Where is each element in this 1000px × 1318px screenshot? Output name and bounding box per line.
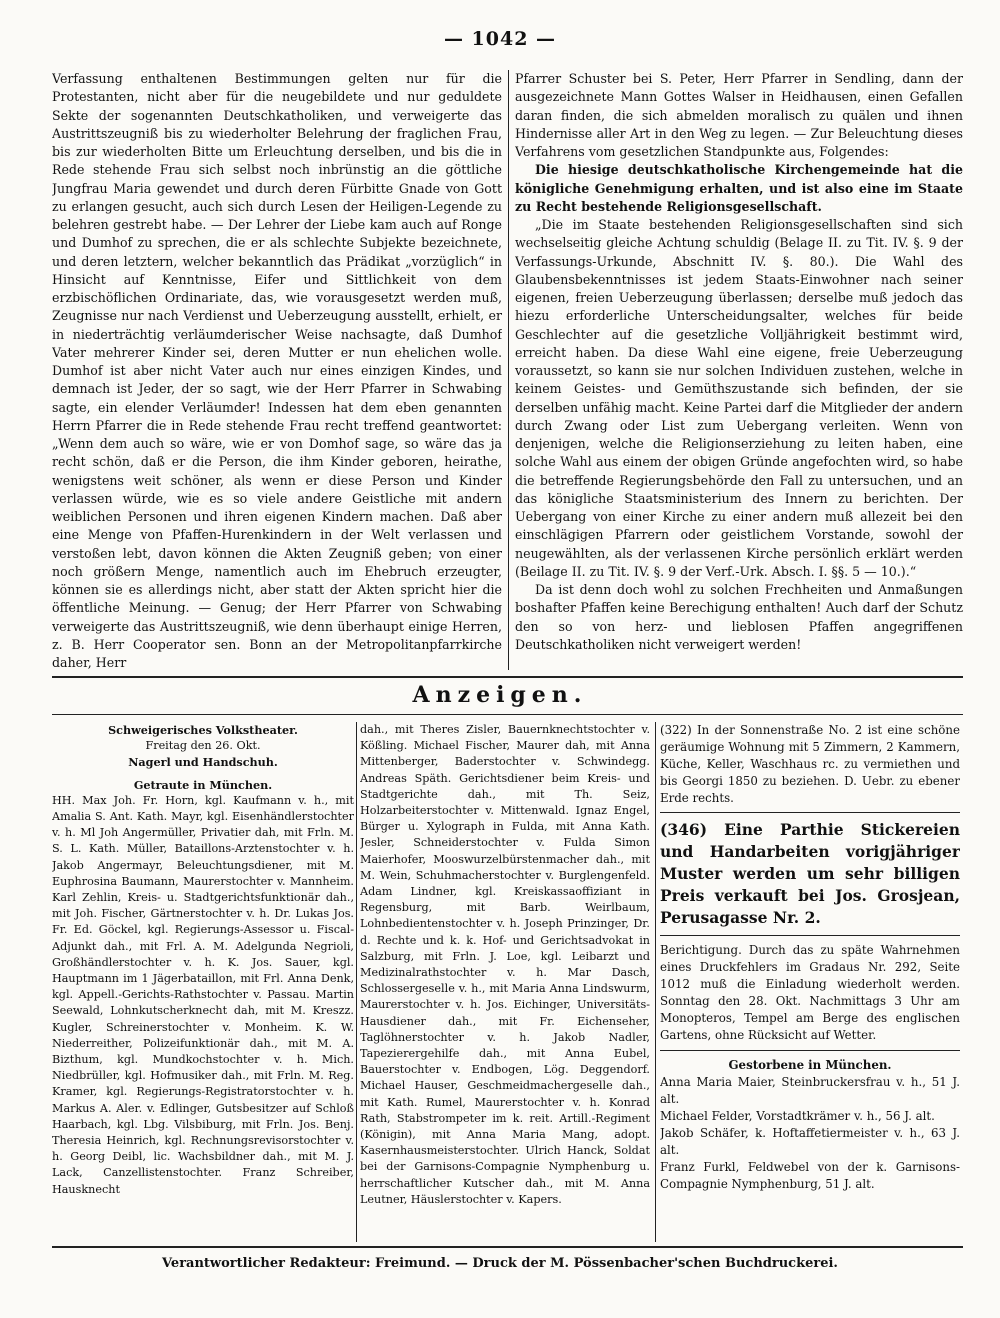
announcements-column-1 [52, 722, 354, 1242]
getraute-text-continued: dah., mit Theres Zisler, Bauernknechtstochter v. Kößling. Michael Fischer, Maurer dah, mit Anna Mittenberger, Baderstochter v. Schwindegg. Andreas Späth. Gerichtsdiener beim Kreis- und Stadtgerichte dah., mit Th. Seiz, Holzarbeiterstochter v. Mittenwald. Ignaz Engel, Bürger u. Xylograph in Fulda, mit Anna Kath. Jesler, Schneiderstochter v. Fulda Simon Maierhofer, Mooswurzelbürstenmacher dah., mit M. Wein, Schuhmacherstochter v. Burglengenfeld. Adam Lindner, kgl. Kreiskassaoffiziant in Regensburg, mit Barb. Weirlbaum, Lohnbedientenstochter v. h. Joseph Prinzinger, Dr. d. Rechte und k. k. Hof- und Gerichtsadvokat in Salzburg, mit Frln. J. Loe, kgl. Leibarzt und Medizinalrathstochter v. h. Mar Dasch, Schlossergeselle v. h., mit Maria Anna Lindswurm, Maurerstochter v. h. Jos. Eichinger, Universitäts-Hausdiener dah., mit Fr. Eichenseher, Taglöhnerstochter v. h. Jakob Nadler, Tapezierergehilfe dah., mit Anna Eubel, Bauerstochter v. Endbogen, Lög. Deggendorf. Michael Hauser, Geschmeidmachergeselle dah., mit Kath. Rumel, Maurerstochter v. h. Konrad Rath, Stabstrompeter im k. reit. Artill.-Regiment (Königin), mit Anna Maria Mang, adopt. Kasernhausmeisterstochter. Ulrich Hanck, Soldat bei der Garnisons-Compagnie Nymphenburg u. herrschaftlicher Kutscher dah., mit M. Anna Leutner, Häuslerstochter v. Kapers. [360, 723, 650, 1206]
theater-date: Freitag den 26. Okt. [145, 739, 261, 753]
right-paragraph: Die hiesige deutschkatholische Kirchengemeinde hat die königliche Genehmigung erhalten, und ist also eine im Staate zu Recht bestehende Religionsgesellschaft. [515, 162, 963, 214]
ad-322: (322) In der Sonnenstraße No. 2 ist eine schöne geräumige Wohnung mit 5 Zimmern, 2 Kammern, Küche, Keller, Waschhaus rc. zu vermiethen und bis Georgi 1850 zu beziehen. D. Uebr. zu ebener Erde rechts. [660, 723, 960, 805]
announcements-column-2 [360, 722, 650, 1242]
play-title: Nagerl und Handschuh. [128, 755, 278, 770]
right-paragraph: Pfarrer Schuster bei S. Peter, Herr Pfarrer in Sendling, dann der ausgezeichnete Mann Gottes Walser in Heidhausen, einen Gefallen daran finden, die sich abmelden moralisch zu quälen und ihnen Hindernisse aller Art in den Weg zu legen. — Zur Beleuchtung dieses Verfahrens vom gesetzlichen Standpunkte aus, Folgendes: [515, 71, 963, 159]
ad-separator [660, 812, 960, 813]
right-paragraph: „Die im Staate bestehenden Religionsgesellschaften sind sich wechselseitig gleiche Achtung schuldig (Belage II. zu Tit. IV. §. 9 der Verfassungs-Urkunde, Abschnitt IV. §. 80.). Die Wahl des Glaubensbekenntnisses ist jedem Staats-Einwohner nach seiner eigenen, freien Ueberzeugung überlassen; derselbe muß jedoch das hiezu erforderliche Unterscheidungsalter, welches für beide Geschlechter auf die gesetzliche Volljährigkeit bestimmt wird, erreicht haben. Da diese Wahl eine eigene, freie Ueberzeugung voraussetzt, so kann sie nur solchen Individuen zustehen, welche in keinem Geistes- und Gemüthszustande sich befinden, der sie derselben unfähig macht. Keine Partei darf die Mitglieder der andern durch Zwang oder List zum Uebergang verleiten. Wenn von denjenigen, welche die Religionserziehung zu leiten haben, eine solche Wahl aus einem der obigen Gründe angefochten wird, so habe die betreffende Regierungsbehörde den Fall zu untersuchen, und an das königliche Staatsministerium des Innern zu berichten. Der Uebergang von einer Kirche zu einer andern muß allezeit bei den einschlägigen Pfarrern oder geistlichem Vorstande, sowohl der neugewählten, als der verlassenen Kirche persönlich erklärt werden (Beilage II. zu Tit. IV. §. 9 der Verf.-Urk. Absch. I. §§. 5 — 10.).“ [515, 217, 963, 579]
ad-separator [660, 1050, 960, 1051]
right-paragraph: Da ist denn doch wohl zu solchen Frechheiten und Anmaßungen boshafter Pfaffen keine Berechigung enthalten! Auch darf der Schutz den so von herz- und lieblosen Pfaffen angegriffenen Deutschkatholiken nicht verweigert werden! [515, 582, 963, 652]
anzeigen-heading: Anzeigen. [412, 682, 588, 708]
section-rule [52, 714, 963, 715]
column-divider [655, 722, 656, 1242]
getraute-text: HH. Max Joh. Fr. Horn, kgl. Kaufmann v. h., mit Amalia S. Ant. Kath. Mayr, kgl. Eisenhändlerstochter v. h. Ml Joh Angermüller, Privatier dah, mit Frln. M. S. L. Kath. Müller, Bataillons-Arztenstochter v. h. Jakob Angermayr, Beleuchtungsdiener, mit M. Euphrosina Baumann, Maurerstochter v. Mannheim. Karl Zehlin, Kreis- u. Stadtgerichtsfunktionär dah., mit Joh. Fischer, Gärtnerstochter v. h. Dr. Lukas Jos. Fr. Ed. Göckel, kgl. Regierungs-Assessor u. Fiscal-Adjunkt dah., mit Frl. A. M. Adelgunda Negrioli, Großhändlerstochter v. h. K. Jos. Sauer, kgl. Hauptmann im 1 Jägerbataillon, mit Frl. Anna Denk, kgl. Appell.-Gerichts-Rathstochter v. Passau. Martin Seewald, Lohnkutscherknecht dah, mit M. Kreszz. Kugler, Schreinerstochter v. Monheim. K. W. Niederreither, Polizeifunktionär dah., mit M. A. Bizthum, kgl. Mundkochstochter v. h. Mich. Niedbrüller, kgl. Hofmusiker dah., mit Frln. M. Reg. Kramer, kgl. Regierungs-Registratorstochter v. h. Markus A. Aler. v. Edlinger, Gutsbesitzer auf Schloß Haarbach, kgl. Lbg. Vilsbiburg, mit Frln. Jos. Benj. Theresia Heinrich, kgl. Rechnungsrevisorstochter v. h. Georg Deibl, lic. Wachsbildner dah., mit M. J. Lack, Canzellistenstochter. Franz Schreiber, Hausknecht [52, 793, 354, 1196]
gestorbene-entry: Michael Felder, Vorstadtkrämer v. h., 56 J. alt. [660, 1109, 935, 1123]
ad-separator [660, 935, 960, 936]
gestorbene-entry: Anna Maria Maier, Steinbruckersfrau v. h., 51 J. alt. [660, 1075, 960, 1106]
getraute-heading: Getraute in München. [133, 777, 273, 792]
column-divider [356, 722, 357, 1242]
announcements-column-3 [660, 722, 960, 1242]
theater-name: Schweigerisches Volkstheater. [108, 723, 298, 737]
page-number: — 1042 — [443, 28, 557, 50]
footer-rule [52, 1246, 963, 1248]
left-article-column [52, 70, 502, 670]
gestorbene-heading: Gestorbene in München. [728, 1058, 892, 1072]
left-article-text: Verfassung enthaltenen Bestimmungen gelten nur für die Protestanten, nicht aber für die neugebildete und nur geduldete Sekte der sogenannten Deutschkatholiken, und verweigerte das Austrittszeugniß bis zu wiederholter Belehrung der fraglichen Frau, bis zur wiederholten Bitte um Erleuchtung derselben, und bis die in Rede stehende Frau sich selbst noch inbrünstig an die göttliche Jungfrau Maria gewendet und durch deren Fürbitte Gnade von Gott zu erlangen gesucht, auch sich durch Lesen der Heiligen-Legende zu belehren gestrebt habe. — Der Lehrer der Liebe kam auch auf Ronge und Dumhof zu sprechen, die er als schlechte Subjekte bezeichnete, und deren letztern, welcher bekanntlich das Prädikat „vorzüglich“ in Hinsicht auf Kenntnisse, Eifer und Sittlichkeit von dem erzbischöflichen Ordinariate, das, wie vorausgesetzt werden muß, Zeugnisse nur nach Verdienst und Ueberzeugung ausstellt, erhielt, er in niederträchtig verläumderischer Weise nachsagte, daß Dumhof Vater mehrerer Kinder sei, deren Mutter er nun ehelichen wolle. Dumhof ist aber nicht Vater auch nur eines einzigen Kindes, und demnach ist Jeder, der so sagt, wie der Herr Pfarrer in Schwabing sagte, ein elender Verläumder! Indessen hat dem eben genannten Herrn Pfarrer die in Rede stehende Frau recht treffend geantwortet: „Wenn dem auch so wäre, wie er von Domhof sage, so wäre das ja recht schön, daß er die Person, die ihm Kinder geboren, heirathe, wenigstens weit schöner, als wenn er diese Person und Kinder verlassen würde, wie es so viele andere Geistliche mit andern weiblichen Personen und ihren eigenen Kindern machen. Daß aber eine Menge von Pfaffen-Hurenkindern in der Welt verlassen und verstoßen lebt, davon können die Akten Zeugniß geben; von einer noch größern Menge, namentlich auch im Ehebruch erzeugter, können sie es allerdings nicht, aber statt der Akten spricht hier die öffentliche Meinung. — Genug; der Herr Pfarrer von Schwabing verweigerte das Austrittszeugniß, wie denn überhaupt einige Herren, z. B. Herr Cooperator sen. Bonn an der Metropolitanpfarrkirche daher, Herr [52, 71, 502, 670]
berichtigung: Berichtigung. Durch das zu späte Wahrnehmen eines Druckfehlers im Gradaus Nr. 292, Seite 1012 muß die Einladung wiederholt werden. Sonntag den 28. Okt. Nachmittags 3 Uhr am Monopteros, Tempel am Berge des englischen Gartens, ohne Rücksicht auf Wetter. [660, 943, 960, 1042]
imprint-footer: Verantwortlicher Redakteur: Freimund. — Druck der M. Pössenbacher'schen Buchdruckerei. [162, 1256, 838, 1271]
column-divider [508, 70, 509, 670]
right-article-column [515, 70, 963, 670]
ad-346: (346) Eine Parthie Stickereien und Handarbeiten vorigjähriger Muster werden um sehr billigen Preis verkauft bei Jos. Grosjean, Perusagasse Nr. 2. [660, 820, 960, 927]
gestorbene-entry: Jakob Schäfer, k. Hoftaffetiermeister v. h., 63 J. alt. [660, 1126, 960, 1157]
gestorbene-entry: Franz Furkl, Feldwebel von der k. Garnisons-Compagnie Nymphenburg, 51 J. alt. [660, 1160, 960, 1191]
section-rule [52, 676, 963, 678]
